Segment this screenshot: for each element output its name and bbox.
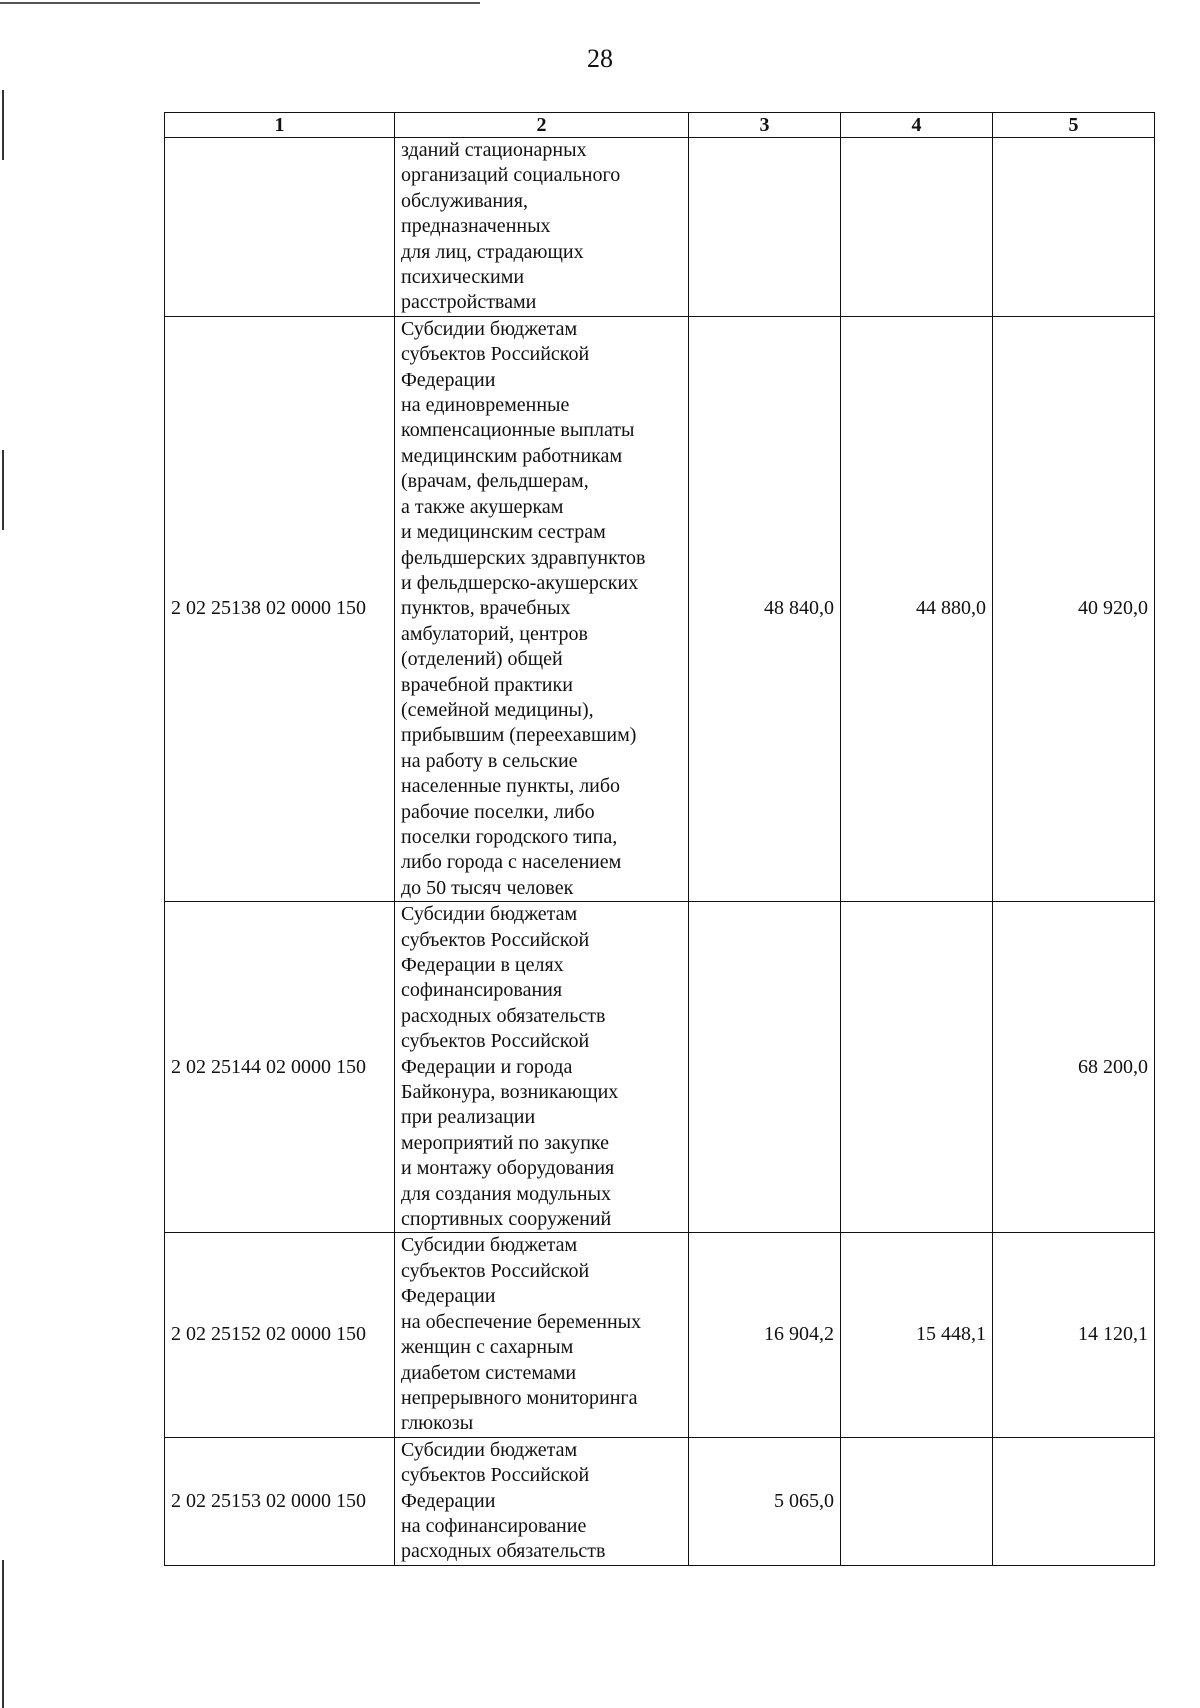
row-name: Субсидии бюджетам субъектов Российской Федерации на обеспечение беременных женщин с сахарным диабетом системами непрерывного мониторинга глюкозы [395, 1233, 689, 1437]
row-value-col3 [689, 138, 841, 317]
row-code [165, 138, 395, 317]
scan-edge-left-2 [2, 450, 4, 530]
row-value-col5: 68 200,0 [993, 902, 1155, 1233]
row-value-col4 [841, 902, 993, 1233]
column-header-2: 2 [395, 113, 689, 138]
column-header-1: 1 [165, 113, 395, 138]
budget-table [164, 112, 1155, 1566]
row-value-col3: 48 840,0 [689, 316, 841, 901]
row-name: Субсидии бюджетам субъектов Российской Федерации на единовременные компенсационные выплаты медицинским работникам (врачам, фельдшерам, а также акушеркам и медицинским сестрам фельдшерских здравпунктов и фельдшерско-акушерских пунктов, врачебных амбулаторий, центров (отделений) общей врачебной практики (семейной медицины), прибывшим (переехавшим) на работу в сельские населенные пункты, либо рабочие поселки, либо поселки городского типа, либо города с населением до 50 тысяч человек [395, 316, 689, 901]
table-row [165, 1233, 1155, 1437]
row-value-col5: 40 920,0 [993, 316, 1155, 901]
row-value-col4 [841, 1437, 993, 1565]
table-row [165, 1437, 1155, 1565]
scan-edge-top [0, 2, 480, 4]
column-header-4: 4 [841, 113, 993, 138]
column-header-5: 5 [993, 113, 1155, 138]
table-row [165, 316, 1155, 901]
row-value-col5 [993, 138, 1155, 317]
row-name: Субсидии бюджетам субъектов Российской Федерации на софинансирование расходных обязательств [395, 1437, 689, 1565]
row-value-col4: 44 880,0 [841, 316, 993, 901]
row-code: 2 02 25153 02 0000 150 [165, 1437, 395, 1565]
row-value-col5 [993, 1437, 1155, 1565]
row-name: зданий стационарных организаций социального обслуживания, предназначенных для лиц, страдающих психическими расстройствами [395, 138, 689, 317]
row-name: Субсидии бюджетам субъектов Российской Федерации в целях софинансирования расходных обязательств субъектов Российской Федерации и города Байконура, возникающих при реализации мероприятий по закупке и монтажу оборудования для создания модульных спортивных сооружений [395, 902, 689, 1233]
row-value-col3 [689, 902, 841, 1233]
row-value-col3: 5 065,0 [689, 1437, 841, 1565]
column-header-3: 3 [689, 113, 841, 138]
scan-edge-left-1 [2, 90, 4, 160]
table-row [165, 902, 1155, 1233]
row-value-col5: 14 120,1 [993, 1233, 1155, 1437]
table-header-row [165, 113, 1155, 138]
row-code: 2 02 25152 02 0000 150 [165, 1233, 395, 1437]
page-number: 28 [587, 44, 613, 73]
row-code: 2 02 25144 02 0000 150 [165, 902, 395, 1233]
row-value-col4 [841, 138, 993, 317]
row-value-col4: 15 448,1 [841, 1233, 993, 1437]
table-row [165, 138, 1155, 317]
scan-edge-left-3 [2, 1560, 4, 1708]
row-code: 2 02 25138 02 0000 150 [165, 316, 395, 901]
row-value-col3: 16 904,2 [689, 1233, 841, 1437]
